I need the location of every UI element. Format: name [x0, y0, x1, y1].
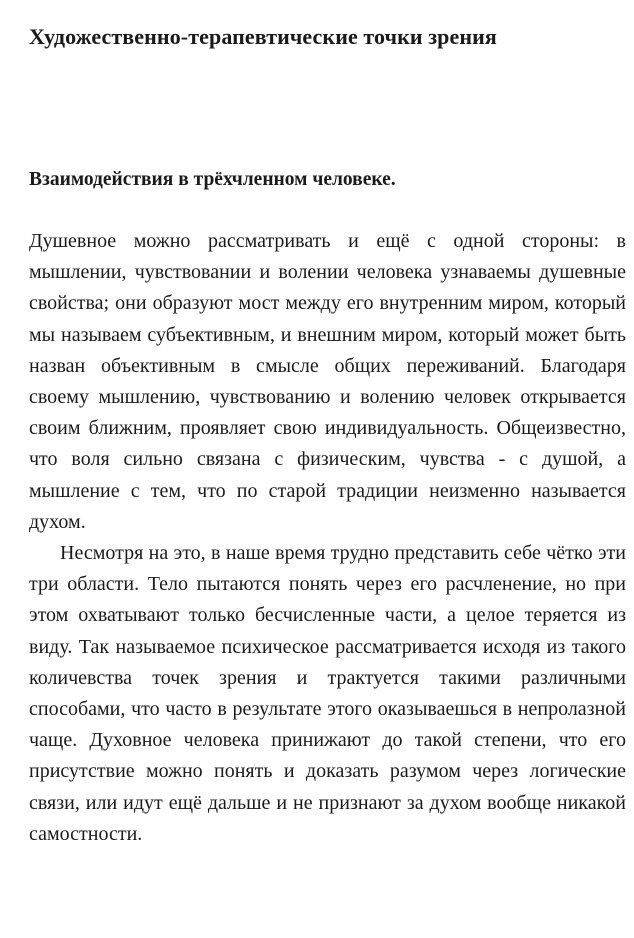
- page-title: Художественно-терапевтические точки зрения: [29, 24, 497, 49]
- paragraph-2: Несмотря на это, в наше время трудно представить себе чётко эти три области. Тело пытаются понять через его расчленение, но при этом охватывают только бесчисленные части, а целое теряется из виду. Так называемое психическое рассматривается исходя из такого количевства точек зрения и трактуется такими различными способами, что часто в результате этого оказываешься в непролазной чаще. Духовное человека принижают до такой степени, что его присутствие можно понять и доказать разумом через логические связи, или идут ещё дальше и не признают за духом вообще никакой самостности.: [29, 542, 626, 845]
- body-text: [29, 226, 626, 850]
- paragraph-1: Душевное можно рассматривать и ещё с одной стороны: в мышлении, чувствовании и волении человека узнаваемы душевные свойства; они образуют мост между его внутренним миром, который мы называем субъективным, и внешним миром, который может быть назван объективным в смысле общих переживаний. Благодаря своему мышлению, чувствованию и волению человек открывается своим ближним, проявляет свою индивидуальность. Общеизвестно, что воля сильно связана с физическим, чувства - с душой, а мышление с тем, что по старой традиции неизменно называется духом.: [29, 230, 626, 533]
- section-heading: Взаимодействия в трёхчленном человеке.: [29, 169, 396, 190]
